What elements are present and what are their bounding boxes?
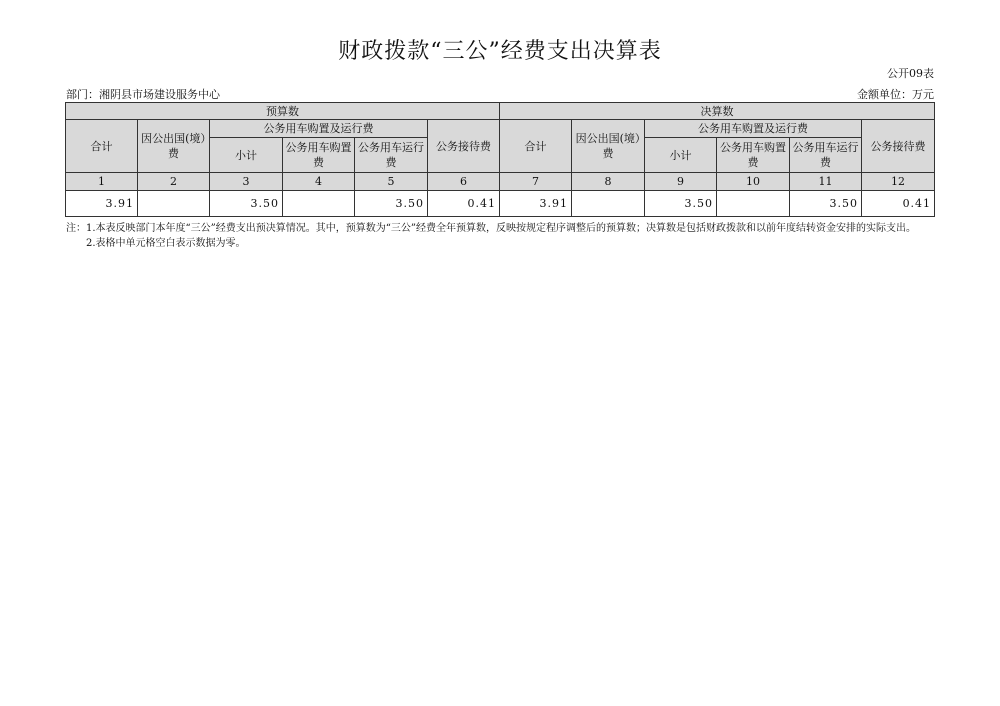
department-label: 部门：湘阴县市场建设服务中心: [66, 88, 220, 101]
budget-reception-header: 公务接待费: [428, 120, 500, 173]
form-code: 公开09表: [887, 67, 934, 80]
three-public-expenses-table: [65, 102, 935, 217]
column-number: 4: [283, 173, 355, 191]
amount-unit-label: 金额单位：万元: [857, 88, 934, 101]
page-title: 财政拨款“三公”经费支出决算表: [338, 39, 662, 64]
budget-vehicle-group-header: 公务用车购置及运行费: [210, 120, 428, 138]
column-number: 3: [210, 173, 283, 191]
column-number: 10: [717, 173, 790, 191]
final-reception-cell: 0.41: [862, 191, 935, 217]
final-group-header: 决算数: [500, 103, 935, 120]
final-abroad-header: 因公出国(境）费: [572, 120, 645, 173]
final-vehicle-operation-cell: 3.50: [790, 191, 862, 217]
final-vehicle-group-header: 公务用车购置及运行费: [645, 120, 862, 138]
budget-subtotal-cell: 3.50: [210, 191, 283, 217]
note-2: 2.表格中单元格空白表示数据为零。: [86, 238, 246, 249]
column-number: 11: [790, 173, 862, 191]
budget-reception-cell: 0.41: [428, 191, 500, 217]
budget-subtotal-header: 小计: [210, 138, 283, 173]
budget-vehicle-purchase-header: 公务用车购置费: [283, 138, 355, 173]
budget-vehicle-operation-header: 公务用车运行费: [355, 138, 428, 173]
budget-vehicle-operation-cell: 3.50: [355, 191, 428, 217]
budget-abroad-cell: [138, 191, 210, 217]
budget-vehicle-purchase-cell: [283, 191, 355, 217]
budget-group-header: 预算数: [66, 103, 500, 120]
column-number: 8: [572, 173, 645, 191]
budget-abroad-header: 因公出国(境）费: [138, 120, 210, 173]
column-number: 1: [66, 173, 138, 191]
column-number: 2: [138, 173, 210, 191]
column-number: 12: [862, 173, 935, 191]
final-vehicle-operation-header: 公务用车运行费: [790, 138, 862, 173]
table-row: [66, 191, 935, 217]
final-abroad-cell: [572, 191, 645, 217]
column-number: 9: [645, 173, 717, 191]
final-reception-header: 公务接待费: [862, 120, 935, 173]
budget-total-header: 合计: [66, 120, 138, 173]
column-number: 7: [500, 173, 572, 191]
notes: [66, 222, 934, 250]
final-total-cell: 3.91: [500, 191, 572, 217]
final-total-header: 合计: [500, 120, 572, 173]
final-subtotal-cell: 3.50: [645, 191, 717, 217]
final-subtotal-header: 小计: [645, 138, 717, 173]
column-number: 5: [355, 173, 428, 191]
final-vehicle-purchase-cell: [717, 191, 790, 217]
budget-total-cell: 3.91: [66, 191, 138, 217]
note-1: 注：1.本表反映部门本年度“三公”经费支出预决算情况。其中，预算数为“三公”经费全年预算数，反映按规定程序调整后的预算数；决算数是包括财政拨款和以前年度结转资金安排的实际支出。: [66, 223, 916, 234]
column-number: 6: [428, 173, 500, 191]
final-vehicle-purchase-header: 公务用车购置费: [717, 138, 790, 173]
